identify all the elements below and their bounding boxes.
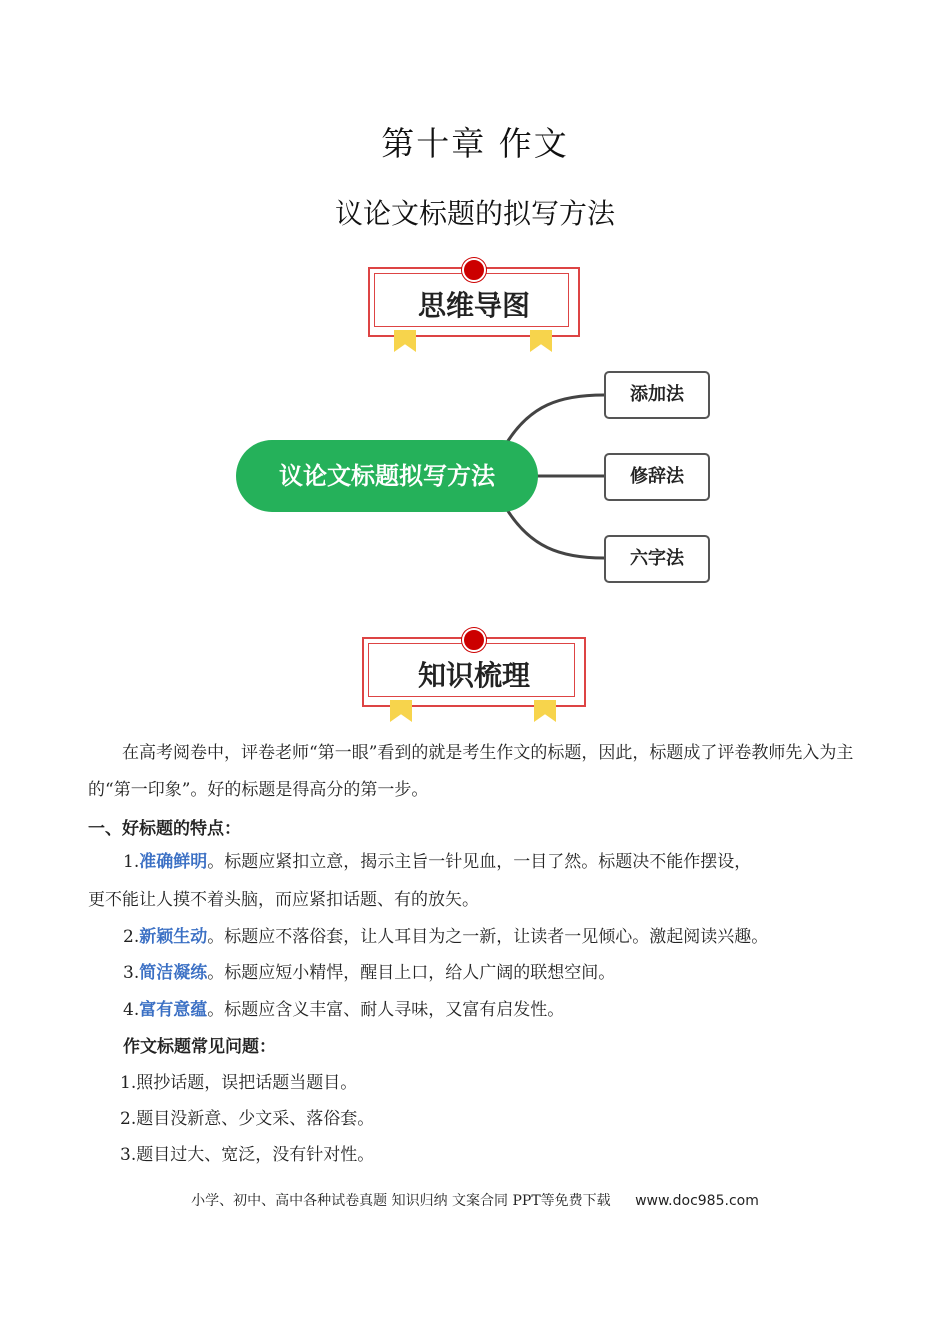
ribbon-left-icon — [394, 330, 416, 352]
ribbon-right-icon — [530, 330, 552, 352]
feature-item-2: 2.新颖生动。标题应不落俗套，让人耳目为之一新，让读者一见倾心。激起阅读兴趣。 — [123, 927, 769, 947]
problems-heading: 作文标题常见问题： — [123, 1037, 276, 1057]
intro-paragraph: 在高考阅卷中，评卷老师“第一眼”看到的就是考生作文的标题，因此，标题成了评卷教师先入为主的“第一印象”。好的标题是得高分的第一步。 — [88, 743, 854, 800]
feature-item-1-cont: 更不能让人摸不着头脑，而应紧扣话题、有的放矢。 — [88, 890, 479, 910]
footer-text: 小学、初中、高中各种试卷真题 知识归纳 文案合同 PPT等免费下载 — [191, 1193, 611, 1209]
banner-mindmap-label: 思维导图 — [417, 289, 530, 322]
red-dot-icon — [462, 628, 486, 652]
mind-map-node-six-char: 六字法 — [604, 535, 710, 583]
feature-item-1: 1.准确鲜明。标题应紧扣立意，揭示主旨一针见血，一目了然。标题决不能作摆设， — [123, 852, 752, 872]
red-dot-icon — [462, 258, 486, 282]
banner-knowledge-label: 知识梳理 — [417, 659, 530, 692]
mind-map-node-rhetoric: 修辞法 — [604, 453, 710, 501]
problem-item-1: 1.照抄话题，误把话题当题目。 — [120, 1073, 358, 1093]
feature-item-3: 3.简洁凝练。标题应短小精悍，醒目上口，给人广阔的联想空间。 — [123, 963, 616, 983]
footer — [0, 1190, 950, 1210]
banner-mindmap — [368, 262, 580, 352]
mind-map — [230, 365, 720, 590]
problem-item-3: 3.题目过大、宽泛，没有针对性。 — [120, 1145, 375, 1165]
feature-item-4: 4.富有意蕴。标题应含义丰富、耐人寻味，又富有启发性。 — [123, 1000, 565, 1020]
banner-knowledge — [362, 632, 586, 724]
problem-item-2: 2.题目没新意、少文采、落俗套。 — [120, 1109, 375, 1129]
mind-map-node-add: 添加法 — [604, 371, 710, 419]
ribbon-right-icon — [534, 700, 556, 722]
sub-title: 议论文标题的拟写方法 — [334, 197, 615, 230]
mind-map-central-node: 议论文标题拟写方法 — [236, 440, 538, 512]
footer-url[interactable]: www.doc985.com — [635, 1193, 759, 1209]
chapter-title: 第十章 作文 — [381, 124, 569, 163]
section-heading: 一、好标题的特点： — [88, 819, 241, 839]
ribbon-left-icon — [390, 700, 412, 722]
